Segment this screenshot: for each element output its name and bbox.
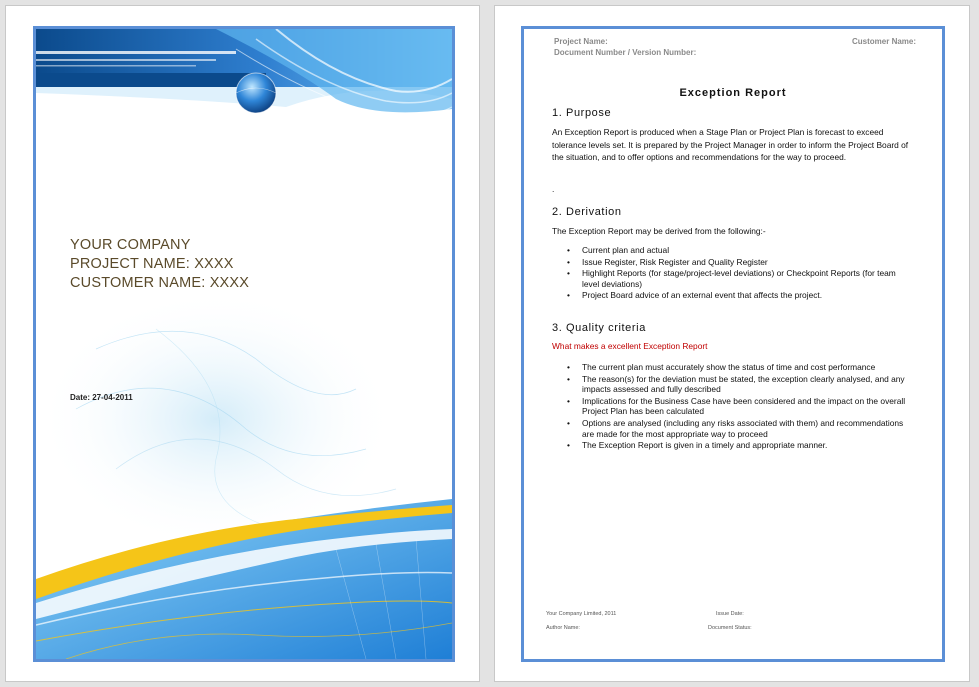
bullet-icon: • <box>567 245 570 255</box>
derivation-heading: 2. Derivation <box>552 206 622 218</box>
company-name: YOUR COMPANY <box>70 237 191 253</box>
list-item-text: The current plan must accurately show the status of time and cost performance <box>582 362 876 372</box>
bullet-icon: • <box>567 395 570 406</box>
header-project-name: Project Name: <box>554 37 608 46</box>
derivation-intro: The Exception Report may be derived from the following:- <box>552 226 766 236</box>
bullet-icon: • <box>567 373 570 384</box>
cover-page <box>5 5 480 682</box>
list-item-text: Highlight Reports (for stage/project-level deviations) or Checkpoint Reports (for team level deviations) <box>582 268 896 289</box>
list-item-text: Options are analysed (including any risks associated with them) and recommendations are made for the most appropriate way to proceed <box>582 417 904 439</box>
purpose-text: An Exception Report is produced when a Stage Plan or Project Plan is forecast to exceed tolerance levels set. It is prepared by the Project Manager in order to inform the Project Board of the situation, and to offer options and recommendations for the way to proceed. <box>552 127 909 163</box>
customer-name: CUSTOMER NAME: XXXX <box>70 275 250 291</box>
list-item-text: Project Board advice of an external event that affects the project. <box>582 290 823 301</box>
list-item-text: Issue Register, Risk Register and Quality Register <box>582 256 768 267</box>
project-name: PROJECT NAME: XXXX <box>70 256 234 272</box>
footer-company: Your Company Limited, 2011 <box>546 611 617 617</box>
footer-author: Author Name: <box>546 625 580 631</box>
list-item-text: The reason(s) for the deviation must be stated, the exception clearly analysed, and any impacts assessed and fully described <box>582 373 905 395</box>
bullet-icon: • <box>567 290 570 301</box>
bullet-icon: • <box>567 268 570 279</box>
list-item <box>554 396 914 417</box>
list-item-text: Implications for the Business Case have been considered and the impact on the overall Project Plan has been calculated <box>582 395 906 417</box>
bullet-icon: • <box>567 417 570 428</box>
header-document-number: Document Number / Version Number: <box>554 48 697 57</box>
report-page <box>494 5 970 682</box>
quality-list <box>554 362 914 452</box>
report-title: Exception Report <box>679 87 787 99</box>
bullet-icon: • <box>567 440 570 451</box>
cover-artwork <box>36 29 452 659</box>
header-customer-name: Customer Name: <box>852 37 917 46</box>
footer-document-status: Document Status: <box>708 625 752 631</box>
list-item <box>554 268 914 289</box>
list-item <box>554 418 914 439</box>
bullet-icon: • <box>567 362 570 372</box>
list-item-text: Current plan and actual <box>582 245 670 255</box>
purpose-heading: 1. Purpose <box>552 107 612 119</box>
bullet-icon: • <box>567 256 570 267</box>
list-item <box>554 290 914 301</box>
report-frame <box>521 26 945 662</box>
quality-intro: What makes a excellent Exception Report <box>552 341 708 351</box>
quality-heading: 3. Quality criteria <box>552 322 646 334</box>
footer-issue-date: Issue Date: <box>716 611 744 617</box>
purpose-trailing: . <box>552 184 555 194</box>
list-item <box>554 245 914 256</box>
cover-frame <box>33 26 455 662</box>
list-item <box>554 362 914 373</box>
list-item <box>554 440 914 451</box>
cover-date: Date: 27-04-2011 <box>70 393 133 402</box>
list-item <box>554 374 914 395</box>
list-item <box>554 257 914 268</box>
derivation-list <box>554 245 914 302</box>
list-item-text: The Exception Report is given in a timely and appropriate manner. <box>582 440 828 451</box>
